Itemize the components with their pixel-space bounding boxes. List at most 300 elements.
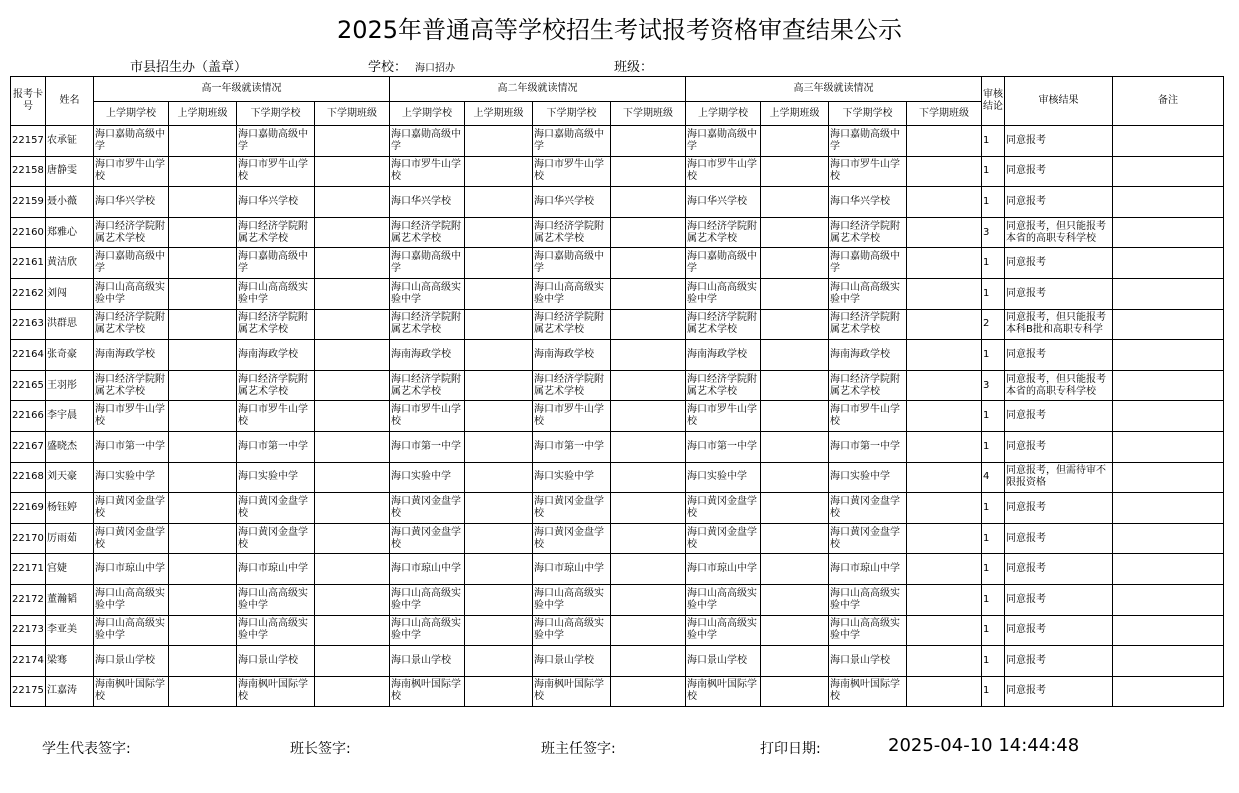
class-cell: [465, 248, 533, 279]
result-cell: 同意报考: [1005, 554, 1113, 585]
class-cell: [761, 370, 829, 401]
conclusion-cell: 1: [982, 554, 1005, 585]
school-cell: 海口华兴学校: [686, 187, 761, 218]
id-cell: 22162: [11, 278, 46, 309]
teacher-signature-label: 班主任签字:: [541, 741, 616, 757]
id-cell: 22157: [11, 126, 46, 157]
col-header-grade3: 高三年级就读情况: [686, 77, 982, 102]
school-cell: 海口山高高级实验中学: [829, 584, 907, 615]
sub-header-cell: 下学期班级: [315, 102, 390, 126]
school-cell: 海口黄冈金盘学校: [686, 493, 761, 524]
school-cell: 海口景山学校: [533, 646, 611, 677]
class-cell: [761, 401, 829, 432]
class-cell: [611, 156, 686, 187]
class-cell: [169, 493, 237, 524]
name-cell: 刘闯: [46, 278, 94, 309]
table-row: [11, 370, 1224, 401]
class-cell: [465, 278, 533, 309]
table-row: [11, 217, 1224, 248]
table-row: [11, 523, 1224, 554]
result-cell: 同意报考，但只能报考本科B批和高职专科学: [1005, 309, 1113, 340]
table-row: [11, 187, 1224, 218]
name-cell: 洪群思: [46, 309, 94, 340]
class-cell: [315, 309, 390, 340]
id-cell: 22173: [11, 615, 46, 646]
school-cell: 海口市琼山中学: [533, 554, 611, 585]
conclusion-cell: 4: [982, 462, 1005, 493]
results-table: [10, 76, 1224, 707]
school-cell: 海口市第一中学: [686, 431, 761, 462]
class-cell: [315, 554, 390, 585]
school-cell: 海口山高高级实验中学: [829, 278, 907, 309]
school-cell: 海口黄冈金盘学校: [237, 493, 315, 524]
class-cell: [761, 646, 829, 677]
class-cell: [761, 523, 829, 554]
result-cell: 同意报考: [1005, 187, 1113, 218]
school-cell: 海口山高高级实验中学: [390, 615, 465, 646]
school-cell: 海口嘉勋高级中学: [390, 248, 465, 279]
table-row: [11, 278, 1224, 309]
result-cell: 同意报考: [1005, 584, 1113, 615]
class-cell: [611, 217, 686, 248]
class-cell: [169, 156, 237, 187]
class-cell: [761, 126, 829, 157]
result-cell: 同意报考: [1005, 431, 1113, 462]
result-cell: 同意报考: [1005, 676, 1113, 707]
school-cell: 海南海政学校: [390, 340, 465, 371]
id-cell: 22170: [11, 523, 46, 554]
school-cell: 海口经济学院附属艺术学校: [829, 370, 907, 401]
class-cell: [761, 431, 829, 462]
class-cell: [169, 187, 237, 218]
school-cell: 海口经济学院附属艺术学校: [686, 217, 761, 248]
school-cell: 海口市罗牛山学校: [390, 156, 465, 187]
conclusion-cell: 1: [982, 646, 1005, 677]
class-cell: [907, 340, 982, 371]
class-cell: [611, 340, 686, 371]
school-cell: 海口市第一中学: [533, 431, 611, 462]
name-cell: 盛晓杰: [46, 431, 94, 462]
school-cell: 海南枫叶国际学校: [533, 676, 611, 707]
class-cell: [761, 615, 829, 646]
school-cell: 海口经济学院附属艺术学校: [829, 309, 907, 340]
school-cell: 海口华兴学校: [829, 187, 907, 218]
class-cell: [611, 462, 686, 493]
school-cell: 海口黄冈金盘学校: [533, 493, 611, 524]
school-cell: 海口市琼山中学: [237, 554, 315, 585]
class-cell: [465, 431, 533, 462]
school-cell: 海口黄冈金盘学校: [829, 493, 907, 524]
class-cell: [761, 156, 829, 187]
sub-header-cell: 上学期学校: [686, 102, 761, 126]
class-cell: [315, 340, 390, 371]
class-cell: [169, 646, 237, 677]
note-cell: [1113, 584, 1224, 615]
note-cell: [1113, 676, 1224, 707]
id-cell: 22161: [11, 248, 46, 279]
col-header-note: 备注: [1113, 77, 1224, 126]
table-row: [11, 126, 1224, 157]
class-cell: [907, 493, 982, 524]
school-cell: 海口市第一中学: [829, 431, 907, 462]
note-cell: [1113, 370, 1224, 401]
school-cell: 海口经济学院附属艺术学校: [94, 309, 169, 340]
id-cell: 22171: [11, 554, 46, 585]
school-cell: 海口嘉勋高级中学: [829, 126, 907, 157]
class-cell: [907, 646, 982, 677]
class-cell: [907, 615, 982, 646]
school-cell: 海口经济学院附属艺术学校: [686, 370, 761, 401]
school-cell: 海口山高高级实验中学: [829, 615, 907, 646]
conclusion-cell: 2: [982, 309, 1005, 340]
name-cell: 王羽彤: [46, 370, 94, 401]
class-cell: [169, 401, 237, 432]
table-row: [11, 462, 1224, 493]
class-cell: [315, 615, 390, 646]
class-label: 班级：: [614, 60, 654, 75]
class-cell: [315, 431, 390, 462]
note-cell: [1113, 187, 1224, 218]
name-cell: 梁骞: [46, 646, 94, 677]
id-cell: 22172: [11, 584, 46, 615]
class-cell: [907, 248, 982, 279]
note-cell: [1113, 309, 1224, 340]
school-cell: 海口市罗牛山学校: [829, 156, 907, 187]
table-row: [11, 493, 1224, 524]
school-cell: 海口山高高级实验中学: [390, 278, 465, 309]
class-cell: [761, 584, 829, 615]
col-header-conclusion: 审核结论: [982, 77, 1005, 126]
school-cell: 海口嘉勋高级中学: [533, 126, 611, 157]
class-cell: [611, 676, 686, 707]
school-cell: 海口黄冈金盘学校: [390, 493, 465, 524]
school-cell: 海口市罗牛山学校: [533, 156, 611, 187]
class-cell: [315, 126, 390, 157]
table-row: [11, 584, 1224, 615]
name-cell: 刘天豪: [46, 462, 94, 493]
result-cell: 同意报考，但只能报考本省的高职专科学校: [1005, 370, 1113, 401]
school-cell: 海口实验中学: [94, 462, 169, 493]
school-cell: 海南枫叶国际学校: [237, 676, 315, 707]
school-cell: 海口市罗牛山学校: [390, 401, 465, 432]
class-cell: [465, 493, 533, 524]
conclusion-cell: 1: [982, 340, 1005, 371]
class-cell: [315, 217, 390, 248]
name-cell: 董瀚韬: [46, 584, 94, 615]
school-cell: 海口市罗牛山学校: [94, 401, 169, 432]
result-cell: 同意报考: [1005, 278, 1113, 309]
class-cell: [611, 554, 686, 585]
school-cell: 海口经济学院附属艺术学校: [686, 309, 761, 340]
class-cell: [611, 278, 686, 309]
col-header-grade1: 高一年级就读情况: [94, 77, 390, 102]
class-cell: [907, 462, 982, 493]
sub-header-cell: 下学期学校: [237, 102, 315, 126]
id-cell: 22167: [11, 431, 46, 462]
sub-header-cell: 上学期学校: [390, 102, 465, 126]
class-cell: [169, 370, 237, 401]
school-cell: 海口市罗牛山学校: [686, 156, 761, 187]
school-cell: 海口山高高级实验中学: [533, 278, 611, 309]
conclusion-cell: 1: [982, 523, 1005, 554]
table-row: [11, 431, 1224, 462]
class-cell: [761, 340, 829, 371]
conclusion-cell: 3: [982, 217, 1005, 248]
result-cell: 同意报考: [1005, 615, 1113, 646]
school-cell: 海口实验中学: [237, 462, 315, 493]
result-cell: 同意报考: [1005, 340, 1113, 371]
school-cell: 海南枫叶国际学校: [829, 676, 907, 707]
class-cell: [465, 340, 533, 371]
result-cell: 同意报考: [1005, 248, 1113, 279]
class-cell: [611, 584, 686, 615]
school-cell: 海口山高高级实验中学: [686, 584, 761, 615]
school-cell: 海口实验中学: [686, 462, 761, 493]
id-cell: 22160: [11, 217, 46, 248]
name-cell: 张奇豪: [46, 340, 94, 371]
school-cell: 海口市罗牛山学校: [237, 401, 315, 432]
conclusion-cell: 1: [982, 431, 1005, 462]
school-cell: 海口嘉勋高级中学: [237, 248, 315, 279]
class-cell: [761, 217, 829, 248]
school-cell: 海口山高高级实验中学: [94, 278, 169, 309]
school-cell: 海南海政学校: [686, 340, 761, 371]
class-cell: [315, 584, 390, 615]
conclusion-cell: 1: [982, 278, 1005, 309]
class-cell: [907, 278, 982, 309]
class-cell: [169, 340, 237, 371]
school-cell: 海口黄冈金盘学校: [533, 523, 611, 554]
class-cell: [465, 554, 533, 585]
class-cell: [907, 554, 982, 585]
school-cell: 海口山高高级实验中学: [94, 584, 169, 615]
class-cell: [315, 401, 390, 432]
sub-header-cell: 下学期学校: [533, 102, 611, 126]
id-cell: 22164: [11, 340, 46, 371]
class-cell: [315, 370, 390, 401]
school-cell: 海口市第一中学: [94, 431, 169, 462]
name-cell: 杨钰婷: [46, 493, 94, 524]
school-cell: 海口经济学院附属艺术学校: [829, 217, 907, 248]
class-cell: [465, 646, 533, 677]
note-cell: [1113, 431, 1224, 462]
name-cell: 江嘉涛: [46, 676, 94, 707]
school-cell: 海口华兴学校: [390, 187, 465, 218]
class-cell: [761, 554, 829, 585]
result-cell: 同意报考，但需待审不限报资格: [1005, 462, 1113, 493]
name-cell: 厉雨茹: [46, 523, 94, 554]
class-cell: [315, 523, 390, 554]
result-cell: 同意报考，但只能报考本省的高职专科学校: [1005, 217, 1113, 248]
school-cell: 海口黄冈金盘学校: [390, 523, 465, 554]
id-cell: 22166: [11, 401, 46, 432]
id-cell: 22174: [11, 646, 46, 677]
table-row: [11, 248, 1224, 279]
class-cell: [907, 584, 982, 615]
table-row: [11, 340, 1224, 371]
school-cell: 海口山高高级实验中学: [533, 584, 611, 615]
school-cell: 海口嘉勋高级中学: [94, 126, 169, 157]
class-cell: [169, 126, 237, 157]
table-row: [11, 615, 1224, 646]
class-cell: [465, 676, 533, 707]
school-cell: 海口黄冈金盘学校: [94, 493, 169, 524]
school-cell: 海口山高高级实验中学: [390, 584, 465, 615]
school-cell: 海口经济学院附属艺术学校: [237, 309, 315, 340]
school-cell: 海口景山学校: [237, 646, 315, 677]
class-cell: [465, 584, 533, 615]
note-cell: [1113, 401, 1224, 432]
table-row: [11, 676, 1224, 707]
class-cell: [315, 156, 390, 187]
class-cell: [611, 126, 686, 157]
class-cell: [761, 309, 829, 340]
conclusion-cell: 1: [982, 248, 1005, 279]
school-cell: 海口经济学院附属艺术学校: [237, 370, 315, 401]
class-cell: [169, 248, 237, 279]
note-cell: [1113, 340, 1224, 371]
school-cell: 海口经济学院附属艺术学校: [390, 217, 465, 248]
school-cell: 海口市罗牛山学校: [686, 401, 761, 432]
class-cell: [761, 187, 829, 218]
class-cell: [169, 554, 237, 585]
school-cell: 海口华兴学校: [533, 187, 611, 218]
school-cell: 海口实验中学: [829, 462, 907, 493]
school-cell: 海口嘉勋高级中学: [94, 248, 169, 279]
table-row: [11, 401, 1224, 432]
class-cell: [761, 493, 829, 524]
school-cell: 海口嘉勋高级中学: [829, 248, 907, 279]
sub-header-cell: 上学期学校: [94, 102, 169, 126]
school-cell: 海口景山学校: [686, 646, 761, 677]
sub-header-cell: 上学期班级: [169, 102, 237, 126]
school-cell: 海口市琼山中学: [829, 554, 907, 585]
class-cell: [315, 676, 390, 707]
class-cell: [315, 646, 390, 677]
school-cell: 海口景山学校: [94, 646, 169, 677]
school-cell: 海口经济学院附属艺术学校: [533, 370, 611, 401]
sub-header-cell: 下学期班级: [907, 102, 982, 126]
note-cell: [1113, 523, 1224, 554]
student-signature-label: 学生代表签字:: [42, 741, 131, 757]
class-cell: [315, 248, 390, 279]
class-cell: [611, 646, 686, 677]
class-cell: [611, 615, 686, 646]
school-cell: 海口山高高级实验中学: [237, 584, 315, 615]
id-cell: 22158: [11, 156, 46, 187]
sub-header-cell: 下学期班级: [611, 102, 686, 126]
result-cell: 同意报考: [1005, 126, 1113, 157]
name-cell: 宫婕: [46, 554, 94, 585]
class-cell: [465, 401, 533, 432]
class-cell: [315, 493, 390, 524]
school-label: 学校：: [368, 60, 408, 75]
school-cell: 海口山高高级实验中学: [686, 278, 761, 309]
class-cell: [315, 278, 390, 309]
school-cell: 海口经济学院附属艺术学校: [94, 217, 169, 248]
school-cell: 海口华兴学校: [237, 187, 315, 218]
class-cell: [907, 309, 982, 340]
name-cell: 李亚美: [46, 615, 94, 646]
sub-header-cell: 上学期班级: [761, 102, 829, 126]
class-cell: [465, 462, 533, 493]
class-cell: [907, 126, 982, 157]
class-cell: [611, 523, 686, 554]
school-cell: 海口山高高级实验中学: [686, 615, 761, 646]
school-cell: 海口经济学院附属艺术学校: [390, 370, 465, 401]
name-cell: 黄洁欣: [46, 248, 94, 279]
conclusion-cell: 1: [982, 493, 1005, 524]
table-row: [11, 554, 1224, 585]
name-cell: 郑雅心: [46, 217, 94, 248]
note-cell: [1113, 554, 1224, 585]
school-cell: 海口山高高级实验中学: [94, 615, 169, 646]
class-cell: [169, 676, 237, 707]
school-field: [368, 56, 455, 75]
sub-header-cell: 下学期学校: [829, 102, 907, 126]
class-cell: [611, 187, 686, 218]
page-title: 2025年普通高等学校招生考试报考资格审查结果公示: [336, 16, 903, 44]
class-cell: [169, 462, 237, 493]
conclusion-cell: 1: [982, 584, 1005, 615]
school-cell: 海口华兴学校: [94, 187, 169, 218]
class-cell: [169, 278, 237, 309]
note-cell: [1113, 615, 1224, 646]
school-cell: 海南枫叶国际学校: [390, 676, 465, 707]
school-cell: 海口景山学校: [390, 646, 465, 677]
name-cell: 农承钲: [46, 126, 94, 157]
class-cell: [465, 187, 533, 218]
class-cell: [465, 523, 533, 554]
result-cell: 同意报考: [1005, 646, 1113, 677]
class-cell: [611, 493, 686, 524]
name-cell: 李宇晨: [46, 401, 94, 432]
class-cell: [169, 217, 237, 248]
school-cell: 海口经济学院附属艺术学校: [237, 217, 315, 248]
school-cell: 海口市第一中学: [237, 431, 315, 462]
class-cell: [465, 156, 533, 187]
class-cell: [465, 370, 533, 401]
class-cell: [465, 309, 533, 340]
school-cell: 海口市罗牛山学校: [237, 156, 315, 187]
conclusion-cell: 1: [982, 615, 1005, 646]
class-cell: [907, 217, 982, 248]
print-date-label: 打印日期:: [760, 741, 821, 757]
class-cell: [169, 523, 237, 554]
school-cell: 海口黄冈金盘学校: [829, 523, 907, 554]
school-cell: 海南枫叶国际学校: [94, 676, 169, 707]
class-cell: [169, 584, 237, 615]
conclusion-cell: 1: [982, 401, 1005, 432]
table-row: [11, 309, 1224, 340]
school-cell: 海南海政学校: [533, 340, 611, 371]
note-cell: [1113, 278, 1224, 309]
school-cell: 海口经济学院附属艺术学校: [533, 217, 611, 248]
col-header-id: 报考卡号: [11, 77, 46, 126]
id-cell: 22168: [11, 462, 46, 493]
result-cell: 同意报考: [1005, 493, 1113, 524]
col-header-result: 审核结果: [1005, 77, 1113, 126]
class-cell: [907, 370, 982, 401]
class-cell: [169, 309, 237, 340]
school-cell: 海口嘉勋高级中学: [237, 126, 315, 157]
conclusion-cell: 1: [982, 187, 1005, 218]
class-cell: [907, 431, 982, 462]
school-cell: 海口市罗牛山学校: [94, 156, 169, 187]
school-cell: 海南枫叶国际学校: [686, 676, 761, 707]
school-cell: 海口黄冈金盘学校: [686, 523, 761, 554]
school-cell: 海口实验中学: [533, 462, 611, 493]
